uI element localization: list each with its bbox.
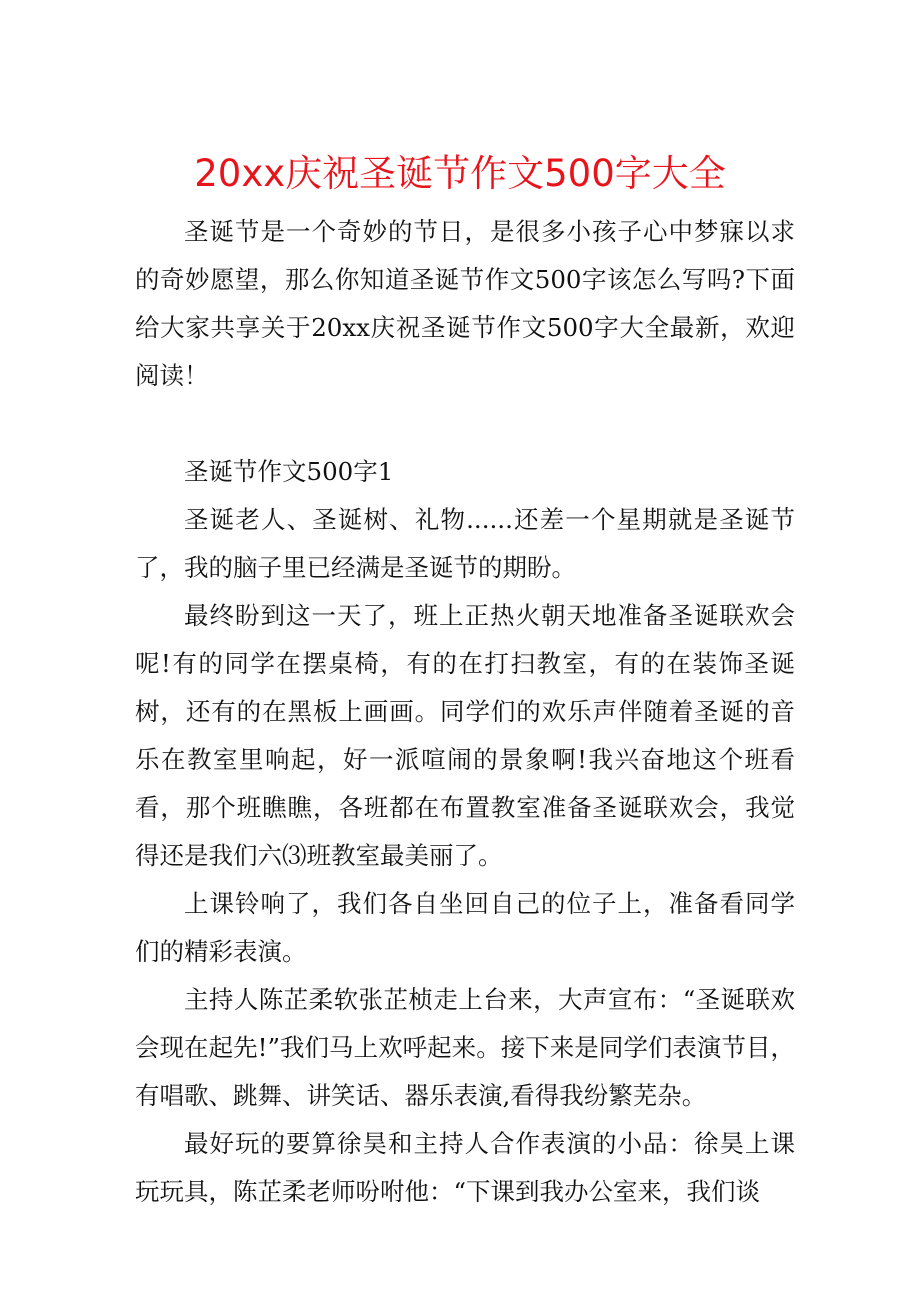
body-paragraph: 最好玩的要算徐昊和主持人合作表演的小品：徐昊上课玩玩具，陈芷柔老师吩咐他：“下课到我办公室来，我们谈 (135, 1129, 795, 1206)
body-paragraph: 主持人陈芷柔软张芷桢走上台来，大声宣布：“圣诞联欢会现在起先!”我们马上欢呼起来。接下来是同学们表演节目，有唱歌、跳舞、讲笑话、器乐表演,看得我纷繁芜杂。 (135, 985, 795, 1110)
section-heading: 圣诞节作文500字1 (184, 457, 394, 486)
body-paragraph: 最终盼到这一天了，班上正热火朝天地准备圣诞联欢会呢!有的同学在摆桌椅，有的在打扫教室，有的在装饰圣诞树，还有的在黑板上画画。同学们的欢乐声伴随着圣诞的音乐在教室里响起，好一派喧闹的景象啊!我兴奋地这个班看看，那个班瞧瞧，各班都在布置教室准备圣诞联欢会，我觉得还是我们六⑶班教室最美丽了。 (135, 601, 795, 870)
body-paragraph: 上课铃响了，我们各自坐回自己的位子上，准备看同学们的精彩表演。 (135, 889, 795, 966)
document-body (135, 208, 795, 1216)
body-paragraph: 圣诞老人、圣诞树、礼物......还差一个星期就是圣诞节了，我的脑子里已经满是圣诞节的期盼。 (135, 505, 795, 582)
document-title: 20xx庆祝圣诞节作文500字大全 (194, 152, 726, 195)
intro-paragraph: 圣诞节是一个奇妙的节日，是很多小孩子心中梦寐以求的奇妙愿望，那么你知道圣诞节作文500字该怎么写吗?下面给大家共享关于20xx庆祝圣诞节作文500字大全最新，欢迎阅读！ (135, 217, 795, 390)
